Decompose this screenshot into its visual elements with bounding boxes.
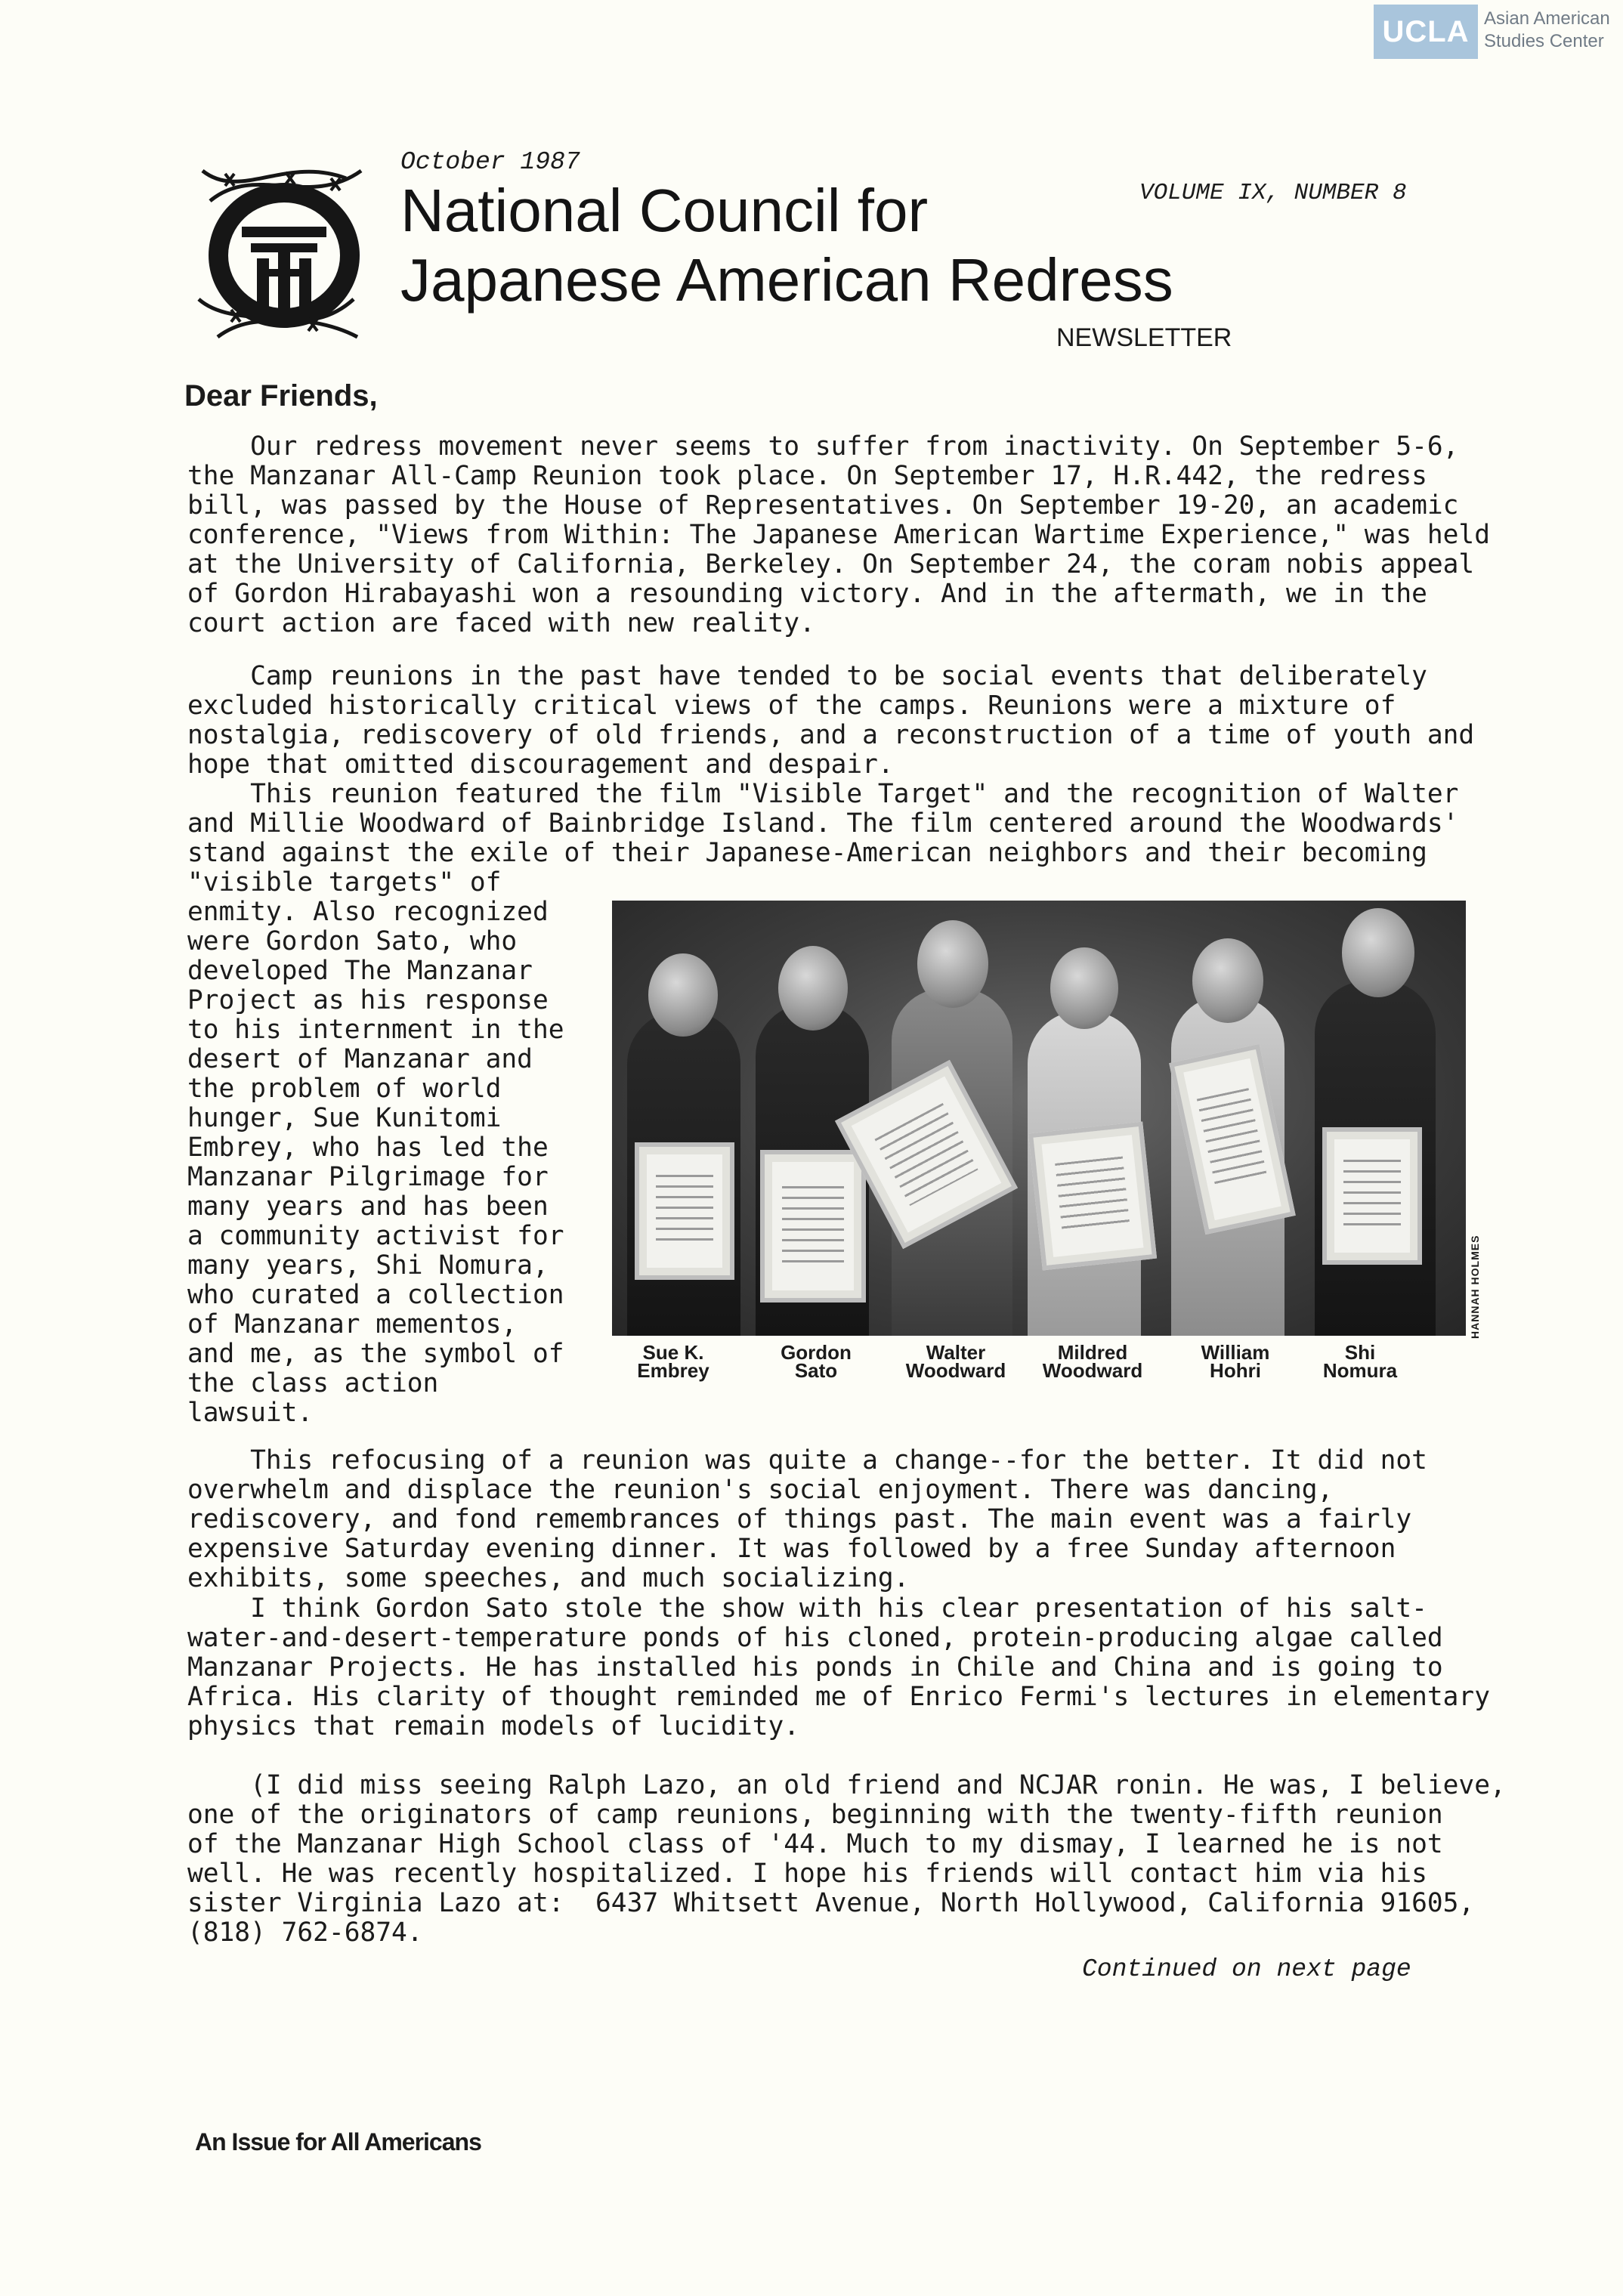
ncjar-logo-icon bbox=[195, 148, 369, 345]
salutation: Dear Friends, bbox=[184, 379, 378, 413]
archive-center-label bbox=[1484, 8, 1620, 53]
paragraph-3: This reunion featured the film "Visible Target" and the recognition of Walter and Millie Woodward of Bainbridge Island. The film centered around the Woodwards' stand against the exile of their Japanese-American neighbors and their becoming bbox=[187, 779, 1459, 868]
photo-credit: HANNAH HOLMES bbox=[1469, 1235, 1481, 1339]
issue-date: October 1987 bbox=[400, 148, 580, 176]
caption-sue-embrey: Sue K. Embrey bbox=[637, 1341, 709, 1382]
masthead-title-line-2: Japanese American Redress bbox=[400, 246, 1173, 314]
archive-center-line-2: Studies Center bbox=[1484, 31, 1604, 51]
archive-center-line-1: Asian American bbox=[1484, 8, 1610, 29]
caption-mildred-woodward: Mildred Woodward bbox=[1042, 1341, 1143, 1382]
paragraph-2: Camp reunions in the past have tended to be social events that deliberately excluded historically critical views of the camps. Reunions were a mixture of nostalgia, rediscovery of old friends, and a reconstruction of a time of youth and hope that omitted discouragement and despair. bbox=[187, 661, 1475, 780]
caption-gordon-sato: Gordon Sato bbox=[781, 1341, 852, 1382]
paragraph-4: This refocusing of a reunion was quite a change--for the better. It did not overwhelm and displace the reunion's social enjoyment. There was dancing, rediscovery, and fond remembrances of things past. The main event was a fairly expensive Saturday evening dinner. It was followed by a free Sunday afternoon exhibits, some speeches, and much socializing. bbox=[187, 1445, 1427, 1593]
caption-walter-woodward: Walter Woodward bbox=[905, 1341, 1006, 1382]
ucla-logo: UCLA bbox=[1374, 5, 1478, 59]
continued-note: Continued on next page bbox=[1082, 1955, 1411, 1983]
reunion-photo bbox=[612, 901, 1466, 1336]
paragraph-1: Our redress movement never seems to suffer from inactivity. On September 5-6, the Manzanar All-Camp Reunion took place. On September 17, H.R.442, the redress bill, was passed by the House of Representatives. On September 19-20, an academic conference, "Views from Within: The Japanese American Wartime Experience," was held at the University of California, Berkeley. On September 24, the coram nobis appeal of Gordon Hirabayashi won a resounding victory. And in the aftermath, we in the court action are faced with new reality. bbox=[187, 431, 1490, 638]
paragraph-3-wrapped: "visible targets" of enmity. Also recognized were Gordon Sato, who developed The Manzanar Project as his response to his internment in the desert of Manzanar and the problem of world hunger, Sue Kunitomi Embrey, who has led the Manzanar Pilgrimage for many years and has been a community activist for many years, Shi Nomura, who curated a collection of Manzanar mementos, and me, as the symbol of the class action lawsuit. bbox=[187, 867, 564, 1428]
footer-tagline: An Issue for All Americans bbox=[195, 2128, 481, 2155]
caption-william-hohri: William Hohri bbox=[1201, 1341, 1270, 1382]
paragraph-5: I think Gordon Sato stole the show with his clear presentation of his salt- water-and-desert-temperature ponds of his cloned, protein-producing algae called Manzanar Projects. He has installed his ponds in Chile and China and is going to Africa. His clarity of thought reminded me of Enrico Fermi's lectures in elementary physics that remain models of lucidity. bbox=[187, 1593, 1490, 1741]
volume-number: VOLUME IX, NUMBER 8 bbox=[1139, 180, 1407, 206]
paragraph-6: (I did miss seeing Ralph Lazo, an old friend and NCJAR ronin. He was, I believe, one of the originators of camp reunions, beginning with the twenty-fifth reunion of the Manzanar High School class of '44. Much to my dismay, I learned he is not well. He was recently hospitalized. I hope his friends will contact him via his sister Virginia Lazo at: 6437 Whitsett Avenue, North Hollywood, California 91605, (818) 762-6874. bbox=[187, 1770, 1506, 1948]
masthead-title-line-1: National Council for bbox=[400, 177, 929, 244]
newsletter-label: NEWSLETTER bbox=[1056, 323, 1232, 352]
caption-shi-nomura: Shi Nomura bbox=[1322, 1341, 1398, 1382]
